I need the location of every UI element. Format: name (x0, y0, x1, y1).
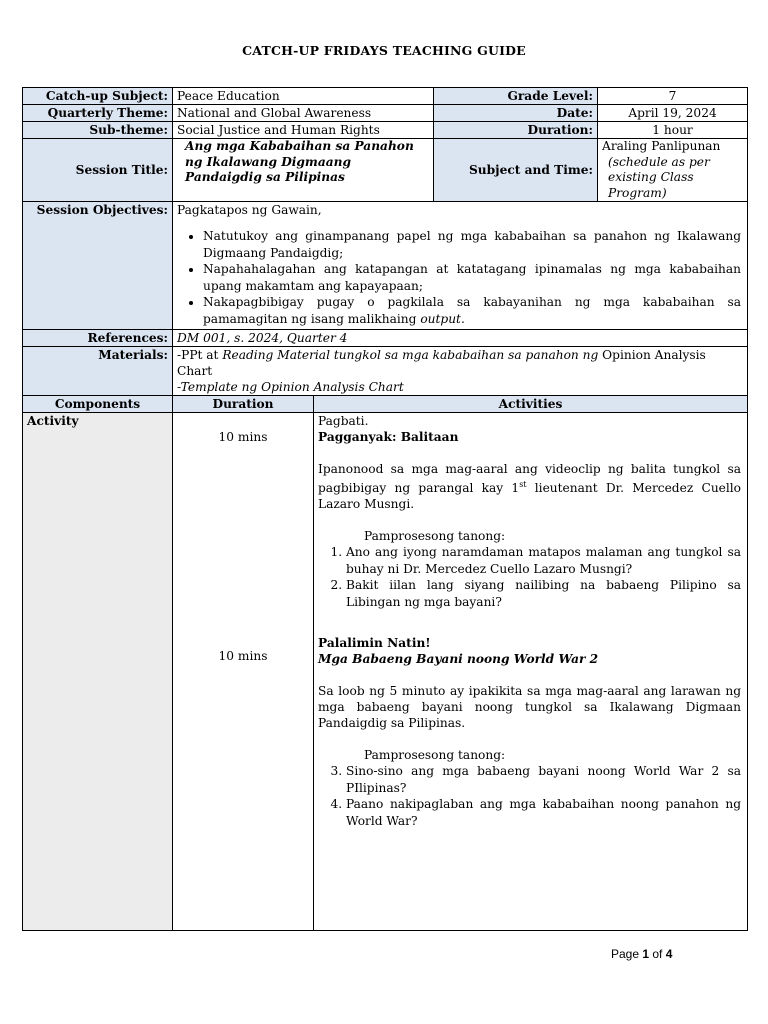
objectives-cell (173, 202, 748, 330)
duration-label: Duration: (434, 122, 598, 139)
teaching-guide-table (22, 87, 748, 931)
materials-line-1 (177, 347, 743, 379)
subject-time-cell (598, 139, 748, 202)
session-title-value: Ang mga Kababaihan sa Panahon ng Ikalawang Digmaang Pandaigdig sa Pilipinas (173, 139, 434, 202)
theme-value: National and Global Awareness (173, 105, 434, 122)
activity-greeting: Pagbati. (318, 414, 369, 428)
row-session-title (23, 139, 748, 202)
part1-heading: Pagganyak: Balitaan (318, 430, 459, 444)
activity-component: Activity (23, 413, 173, 931)
part1-text (318, 461, 741, 512)
footer-page-total: 4 (665, 947, 673, 961)
part2-subheading: Mga Babaeng Bayani noong World War 2 (318, 652, 599, 667)
row-theme (23, 105, 748, 122)
subtheme-label: Sub-theme: (23, 122, 173, 139)
components-header: Components (23, 396, 173, 413)
subject-time-value: Araling Panlipunan (602, 139, 721, 153)
row-objectives (23, 202, 748, 330)
subtheme-value: Social Justice and Human Rights (173, 122, 434, 139)
row-materials (23, 347, 748, 396)
part2-text: Sa loob ng 5 minuto ay ipakikita sa mga mag-aaral ang larawan ng mga babaeng bayani noong tungkol sa Ikalawang Digmaan Pandaigdig sa Pilipinas. (318, 684, 742, 731)
activity-duration-1: 10 mins (218, 430, 268, 444)
date-value: April 19, 2024 (598, 105, 748, 122)
row-activity (23, 413, 748, 931)
objectives-intro: Pagkatapos ng Gawain, (177, 203, 322, 217)
row-subtheme (23, 122, 748, 139)
part1-text-a: Ipanonood sa mga mag-aaral ang videoclip ng balita tungkol sa pagbibigay ng parangal kay 1 (318, 462, 742, 496)
grade-value: 7 (598, 88, 748, 105)
objective-item (203, 294, 741, 327)
part1-questions (318, 544, 741, 610)
materials-italic: Reading Material tungkol sa mga kababaihan sa panahon ng (222, 348, 599, 362)
document-title: CATCH-UP FRIDAYS TEACHING GUIDE (242, 43, 526, 58)
objective-item-text: Nakapagbibigay pugay o pagkilala sa kabayanihan ng mga kababaihan sa pamamagitan ng isang malikhaing (203, 295, 742, 326)
grade-label: Grade Level: (434, 88, 598, 105)
duration-value: 1 hour (598, 122, 748, 139)
materials-label: Materials: (23, 347, 173, 396)
materials-cell (173, 347, 748, 396)
question-item: 3. Sino-sino ang mga babaeng bayani noong World War 2 sa PIlipinas? (346, 763, 741, 796)
references-label: References: (23, 330, 173, 347)
subject-time-note: (schedule as per existing Class Program) (608, 154, 710, 200)
processing-label-1: Pamprosesong tanong: (364, 529, 506, 544)
objective-item: • Natutukoy ang ginampanang papel ng mga kababaihan sa panahon ng Ikalawang Digmaang Pandaigdig; (203, 228, 741, 261)
materials-line-2: -Template ng Opinion Analysis Chart (177, 380, 404, 394)
materials-suffix: Opinion Analysis Chart (177, 348, 706, 378)
row-subject (23, 88, 748, 105)
subject-value: Peace Education (173, 88, 434, 105)
footer-page-num: 1 (642, 947, 650, 961)
row-references (23, 330, 748, 347)
page-footer (611, 947, 672, 961)
question-item: 4. Paano nakipaglaban ang mga kababaihan noong panahon ng World War? (346, 796, 741, 829)
row-components-header (23, 396, 748, 413)
part2-heading: Palalimin Natin! (318, 636, 431, 651)
question-item: 2. Bakit iilan lang siyang nailibing na babaeng Pilipino sa Libingan ng mga bayani? (346, 577, 741, 610)
activity-duration-cell (173, 413, 314, 931)
objective-item: • Napahahalagahan ang katapangan at katatagang ipinamalas ng mga kababaihan upang makamtam ang kapayapaan; (203, 261, 741, 294)
objectives-list (177, 228, 741, 327)
theme-label: Quarterly Theme: (23, 105, 173, 122)
duration-header: Duration (173, 396, 314, 413)
references-value: DM 001, s. 2024, Quarter 4 (173, 330, 748, 347)
activity-content (314, 413, 748, 931)
footer-page-word: Page (611, 947, 643, 961)
session-title-label: Session Title: (23, 139, 173, 202)
part2-questions (318, 763, 741, 829)
processing-label-2: Pamprosesong tanong: (364, 748, 506, 763)
date-label: Date: (434, 105, 598, 122)
materials-prefix: -PPt at (177, 348, 223, 362)
objective-item-italic: output. (420, 311, 465, 326)
footer-of-word: of (649, 947, 666, 961)
part1-text-b: lieutenant Dr. Mercedez Cuello Lazaro Musngi. (318, 481, 742, 512)
activity-duration-2: 10 mins (218, 649, 268, 663)
objectives-label: Session Objectives: (23, 202, 173, 330)
subject-time-label: Subject and Time: (434, 139, 598, 202)
part1-sup: st (519, 480, 527, 489)
subject-label: Catch-up Subject: (23, 88, 173, 105)
question-item: 1. Ano ang iyong naramdaman matapos malaman ang tungkol sa buhay ni Dr. Mercedez Cuello Lazaro Musngi? (346, 544, 741, 577)
activities-header: Activities (314, 396, 748, 413)
